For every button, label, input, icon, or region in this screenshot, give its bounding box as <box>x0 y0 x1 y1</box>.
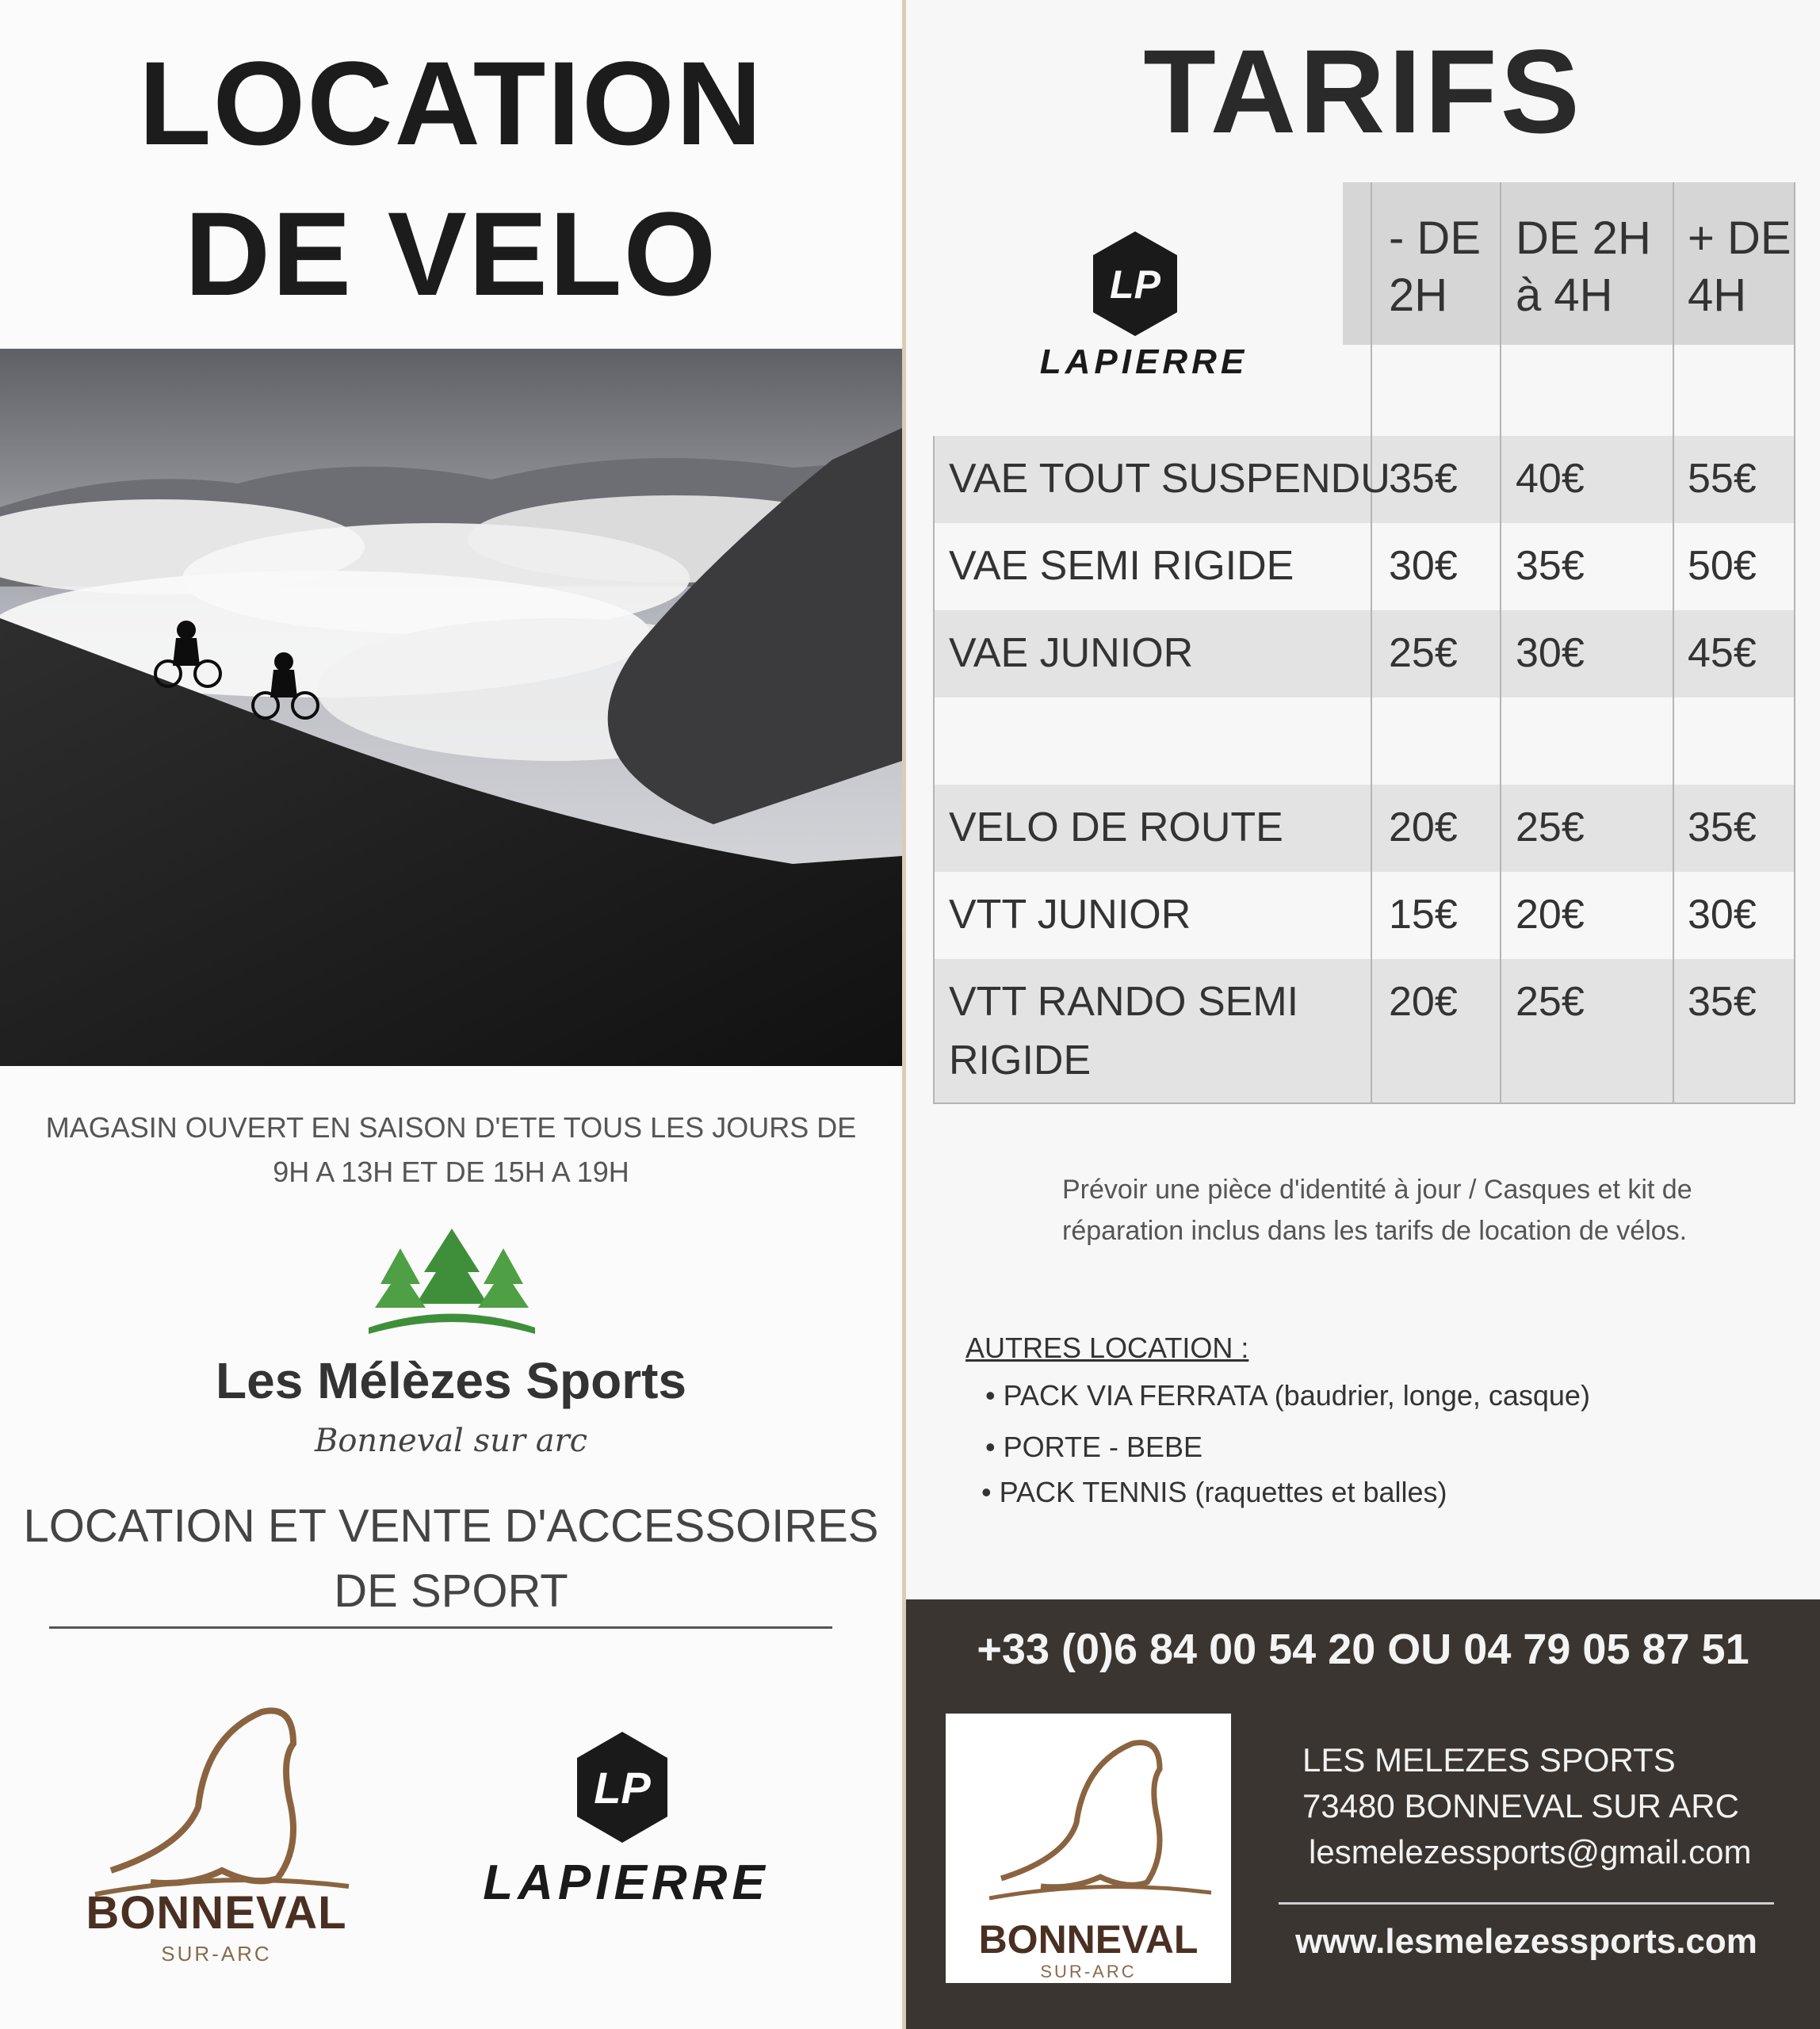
col-header-2-line1: DE 2H <box>1516 212 1651 264</box>
price-table <box>933 182 1795 1104</box>
marmot-logo-icon <box>969 1720 1231 1926</box>
bonneval-logo-subtext: SUR-ARC <box>1040 1962 1137 1981</box>
price-cell: 25€ <box>1516 979 1585 1025</box>
mountain-bikers-photo <box>0 349 902 1066</box>
price-cell: 35€ <box>1389 456 1458 502</box>
price-cell: 20€ <box>1389 979 1458 1025</box>
price-cell: 25€ <box>1389 630 1458 676</box>
row-label: VELO DE ROUTE <box>949 804 1283 850</box>
flyer-title-line2: DE VELO <box>184 187 718 320</box>
price-cell: 25€ <box>1516 804 1585 850</box>
col-header-3-line1: + DE <box>1688 212 1791 264</box>
price-cell: 30€ <box>1516 630 1585 676</box>
bonneval-logo-subtext: SUR-ARC <box>161 1942 272 1966</box>
row-label: VTT RANDO SEMI <box>949 979 1299 1025</box>
column-divider <box>1371 182 1372 1104</box>
col-header-3-line2: 4H <box>1688 269 1747 321</box>
row-label: RIGIDE <box>949 1037 1092 1083</box>
price-cell: 15€ <box>1389 892 1458 938</box>
row-label: VAE TOUT SUSPENDU <box>949 456 1390 502</box>
table-border-bottom <box>933 1102 1795 1104</box>
row-label: VTT JUNIOR <box>949 892 1191 938</box>
other-rental-item: • PACK TENNIS (raquettes et balles) <box>981 1476 1447 1508</box>
price-cell: 30€ <box>1389 543 1458 589</box>
col-header-2-line2: à 4H <box>1516 269 1613 321</box>
other-rental-item: • PORTE - BEBE <box>985 1431 1203 1463</box>
divider <box>1279 1902 1774 1905</box>
price-cell: 50€ <box>1688 543 1757 589</box>
price-cell: 35€ <box>1688 979 1757 1025</box>
shop-brand-location: Bonneval sur arc <box>314 1423 588 1459</box>
column-divider <box>1673 182 1674 1104</box>
col-header-1-line1: - DE <box>1389 212 1481 264</box>
price-cell: 55€ <box>1688 456 1757 502</box>
phone-numbers: +33 (0)6 84 00 54 20 OU 04 79 05 87 51 <box>977 1626 1749 1673</box>
divider <box>49 1626 832 1629</box>
id-note-line1: Prévoir une pièce d'identité à jour / Casques et kit de <box>1062 1175 1692 1205</box>
contact-email: lesmelezessports@gmail.com <box>1309 1833 1752 1870</box>
svg-text:LP: LP <box>1110 262 1160 307</box>
id-note <box>1062 1169 1744 1251</box>
id-note-line2: réparation inclus dans les tarifs de location de vélos. <box>1062 1216 1688 1246</box>
activity-line1: LOCATION ET VENTE D'ACCESSOIRES <box>23 1500 879 1552</box>
flyer-title-line1: LOCATION <box>138 36 764 170</box>
col-header-1-line2: 2H <box>1389 269 1448 321</box>
address-shop-name: LES MELEZES SPORTS <box>1302 1741 1676 1779</box>
price-cell: 40€ <box>1516 456 1585 502</box>
row-label: VAE JUNIOR <box>949 630 1194 676</box>
svg-text:LP: LP <box>594 1763 651 1813</box>
column-divider <box>1500 182 1501 1104</box>
activity-line2: DE SPORT <box>334 1565 568 1617</box>
lapierre-lp-icon <box>571 1728 674 1847</box>
left-flyer-panel <box>0 0 902 2029</box>
price-cell: 20€ <box>1389 804 1458 850</box>
pine-trees-logo-icon <box>369 1225 535 1339</box>
bonneval-logo-text: BONNEVAL <box>86 1887 347 1939</box>
price-cell: 35€ <box>1516 543 1585 589</box>
bonneval-logo-text: BONNEVAL <box>978 1917 1199 1962</box>
price-cell: 30€ <box>1688 892 1757 938</box>
lapierre-lp-icon <box>1088 228 1182 339</box>
address-city: 73480 BONNEVAL SUR ARC <box>1302 1787 1739 1825</box>
other-rental-item: • PACK VIA FERRATA (baudrier, longe, casque) <box>985 1379 1590 1412</box>
opening-hours-line1: MAGASIN OUVERT EN SAISON D'ETE TOUS LES JOURS DE <box>45 1111 857 1144</box>
right-flyer-panel <box>906 0 1820 2029</box>
column-divider <box>1794 182 1795 1104</box>
price-cell: 45€ <box>1688 630 1757 676</box>
website-url: www.lesmelezessports.com <box>1295 1922 1757 1961</box>
opening-hours-line2: 9H A 13H ET DE 15H A 19H <box>273 1156 629 1188</box>
lapierre-logo-text: LAPIERRE <box>1039 342 1248 381</box>
price-cell: 35€ <box>1688 804 1757 850</box>
other-rentals-title: AUTRES LOCATION : <box>965 1332 1249 1364</box>
tarifs-title: TARIFS <box>1143 25 1583 158</box>
price-cell: 20€ <box>1516 892 1585 938</box>
table-border-left <box>933 436 935 1104</box>
row-label: VAE SEMI RIGIDE <box>949 543 1294 589</box>
shop-brand-name: Les Mélèzes Sports <box>216 1352 686 1409</box>
lapierre-logo-text: LAPIERRE <box>483 1855 770 1910</box>
